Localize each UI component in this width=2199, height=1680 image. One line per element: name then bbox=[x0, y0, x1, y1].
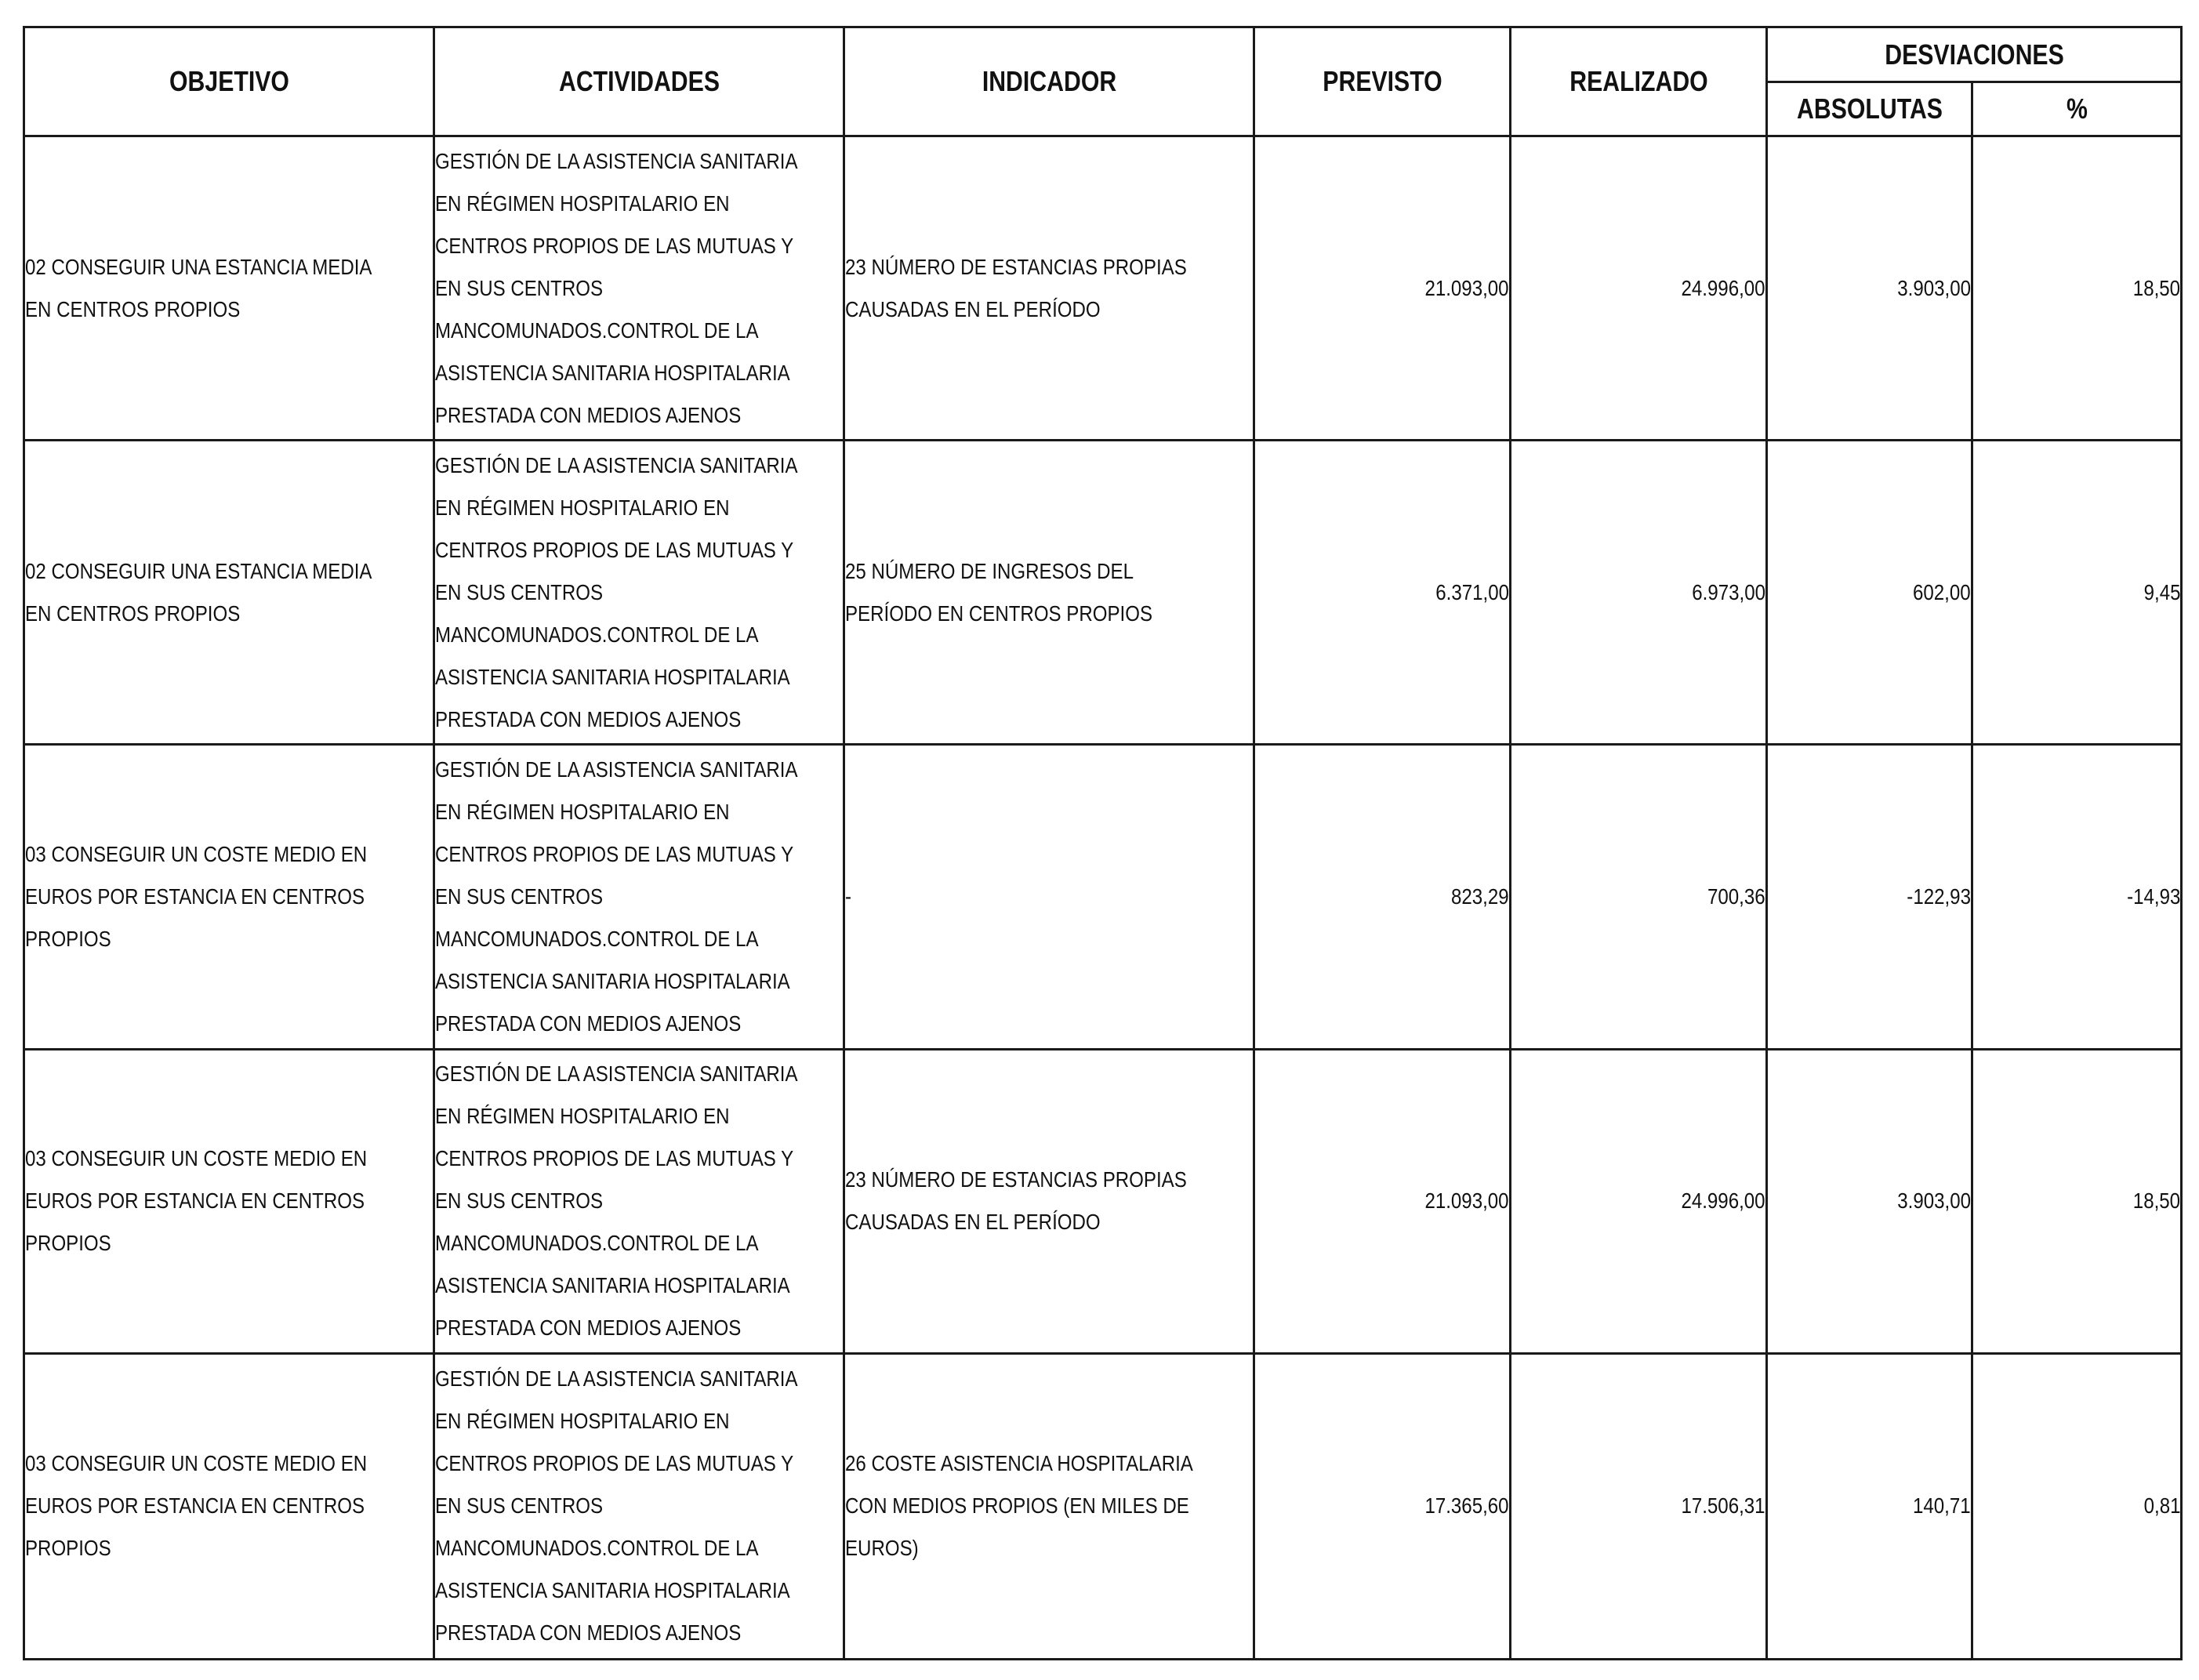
cell-porcentaje: -14,93 bbox=[1972, 745, 2182, 1049]
cell-absolutas: 602,00 bbox=[1767, 441, 1972, 745]
cell-porcentaje: 18,50 bbox=[1972, 1049, 2182, 1353]
cell-actividades: GESTIÓN DE LA ASISTENCIA SANITARIA EN RÉGIMEN HOSPITALARIO EN CENTROS PROPIOS DE LAS MUTUAS Y EN SUS CENTROS MANCOMUNADOS.CONTROL DE LA ASISTENCIA SANITARIA HOSPITALARIA PRESTADA CON MEDIOS AJENOS bbox=[434, 441, 844, 745]
cell-realizado: 6.973,00 bbox=[1511, 441, 1767, 745]
cell-indicador: 23 NÚMERO DE ESTANCIAS PROPIAS CAUSADAS EN EL PERÍODO bbox=[844, 1049, 1254, 1353]
cell-absolutas: -122,93 bbox=[1767, 745, 1972, 1049]
cell-actividades: GESTIÓN DE LA ASISTENCIA SANITARIA EN RÉGIMEN HOSPITALARIO EN CENTROS PROPIOS DE LAS MUTUAS Y EN SUS CENTROS MANCOMUNADOS.CONTROL DE LA ASISTENCIA SANITARIA HOSPITALARIA PRESTADA CON MEDIOS AJENOS bbox=[434, 136, 844, 441]
cell-previsto: 6.371,00 bbox=[1254, 441, 1511, 745]
cell-indicador: 25 NÚMERO DE INGRESOS DEL PERÍODO EN CENTROS PROPIOS bbox=[844, 441, 1254, 745]
cell-objetivo: 02 CONSEGUIR UNA ESTANCIA MEDIA EN CENTROS PROPIOS bbox=[24, 136, 434, 441]
cell-absolutas: 3.903,00 bbox=[1767, 1049, 1972, 1353]
header-desviaciones: DESVIACIONES bbox=[1800, 27, 2148, 82]
header-previsto: PREVISTO bbox=[1275, 27, 1490, 136]
table-row bbox=[24, 1353, 2182, 1659]
cell-realizado: 17.506,31 bbox=[1511, 1353, 1767, 1659]
cell-indicador: - bbox=[844, 745, 1254, 1049]
cell-realizado: 700,36 bbox=[1511, 745, 1767, 1049]
cell-actividades: GESTIÓN DE LA ASISTENCIA SANITARIA EN RÉGIMEN HOSPITALARIO EN CENTROS PROPIOS DE LAS MUTUAS Y EN SUS CENTROS MANCOMUNADOS.CONTROL DE LA ASISTENCIA SANITARIA HOSPITALARIA PRESTADA CON MEDIOS AJENOS bbox=[434, 1353, 844, 1659]
cell-actividades: GESTIÓN DE LA ASISTENCIA SANITARIA EN RÉGIMEN HOSPITALARIO EN CENTROS PROPIOS DE LAS MUTUAS Y EN SUS CENTROS MANCOMUNADOS.CONTROL DE LA ASISTENCIA SANITARIA HOSPITALARIA PRESTADA CON MEDIOS AJENOS bbox=[434, 1049, 844, 1353]
header-porcentaje: % bbox=[1989, 82, 2165, 136]
header-actividades: ACTIVIDADES bbox=[466, 27, 811, 136]
cell-objetivo: 03 CONSEGUIR UN COSTE MEDIO EN EUROS POR ESTANCIA EN CENTROS PROPIOS bbox=[24, 745, 434, 1049]
table-row bbox=[24, 1049, 2182, 1353]
cell-absolutas: 3.903,00 bbox=[1767, 136, 1972, 441]
header-realizado: REALIZADO bbox=[1531, 27, 1747, 136]
table-row bbox=[24, 441, 2182, 745]
cell-indicador: 26 COSTE ASISTENCIA HOSPITALARIA CON MEDIOS PROPIOS (EN MILES DE EUROS) bbox=[844, 1353, 1254, 1659]
objectives-table bbox=[23, 26, 2183, 1660]
cell-realizado: 24.996,00 bbox=[1511, 1049, 1767, 1353]
cell-indicador: 23 NÚMERO DE ESTANCIAS PROPIAS CAUSADAS EN EL PERÍODO bbox=[844, 136, 1254, 441]
cell-objetivo: 02 CONSEGUIR UNA ESTANCIA MEDIA EN CENTROS PROPIOS bbox=[24, 441, 434, 745]
table-row bbox=[24, 745, 2182, 1049]
cell-previsto: 17.365,60 bbox=[1254, 1353, 1511, 1659]
cell-previsto: 21.093,00 bbox=[1254, 1049, 1511, 1353]
header-indicador: INDICADOR bbox=[876, 27, 1221, 136]
cell-porcentaje: 9,45 bbox=[1972, 441, 2182, 745]
table-row bbox=[24, 136, 2182, 441]
cell-previsto: 21.093,00 bbox=[1254, 136, 1511, 441]
cell-objetivo: 03 CONSEGUIR UN COSTE MEDIO EN EUROS POR ESTANCIA EN CENTROS PROPIOS bbox=[24, 1049, 434, 1353]
cell-objetivo: 03 CONSEGUIR UN COSTE MEDIO EN EUROS POR ESTANCIA EN CENTROS PROPIOS bbox=[24, 1353, 434, 1659]
header-objetivo: OBJETIVO bbox=[56, 27, 401, 136]
cell-actividades: GESTIÓN DE LA ASISTENCIA SANITARIA EN RÉGIMEN HOSPITALARIO EN CENTROS PROPIOS DE LAS MUTUAS Y EN SUS CENTROS MANCOMUNADOS.CONTROL DE LA ASISTENCIA SANITARIA HOSPITALARIA PRESTADA CON MEDIOS AJENOS bbox=[434, 745, 844, 1049]
header-absolutas: ABSOLUTAS bbox=[1783, 82, 1955, 136]
cell-previsto: 823,29 bbox=[1254, 745, 1511, 1049]
cell-porcentaje: 0,81 bbox=[1972, 1353, 2182, 1659]
cell-absolutas: 140,71 bbox=[1767, 1353, 1972, 1659]
cell-porcentaje: 18,50 bbox=[1972, 136, 2182, 441]
cell-realizado: 24.996,00 bbox=[1511, 136, 1767, 441]
